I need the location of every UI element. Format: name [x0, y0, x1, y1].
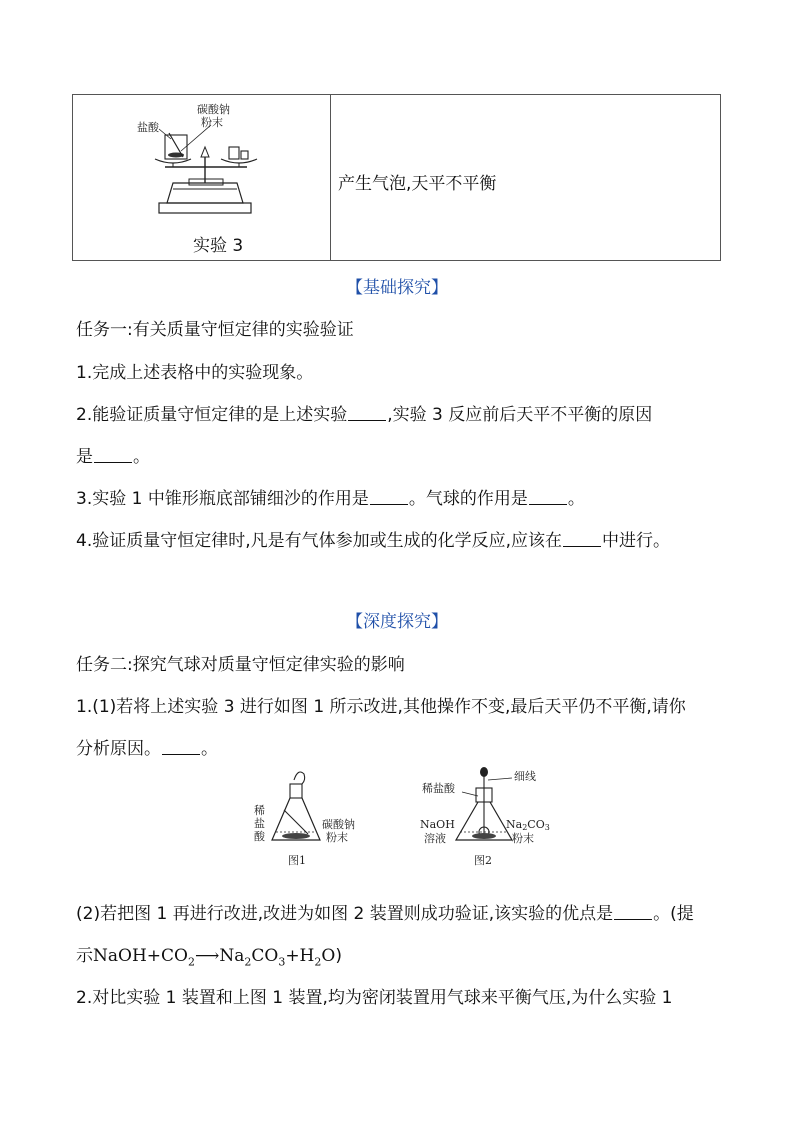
phenomenon-text: 产生气泡,天平不平衡 [338, 174, 497, 194]
fig2-label-br1: Na2CO3 [506, 818, 550, 832]
part-1-line-2 [76, 734, 218, 759]
part-2-line-1 [76, 899, 694, 924]
question-1: 1.完成上述表格中的实验现象。 [76, 363, 314, 383]
fig2-label-bl2: 溶液 [424, 832, 446, 845]
question-3 [76, 484, 585, 509]
fig2-label-top-left: 稀盐酸 [422, 782, 455, 795]
chemical-equation: $NaOH+CO_2⟶Na_2CO_3+H_2O$ [93, 946, 336, 969]
q4-text-a: 4.验证质量守恒定律时,凡是有气体参加或生成的化学反应,应该在 [76, 531, 563, 551]
task-one: 任务一:有关质量守恒定律的实验验证 [76, 320, 354, 340]
task-two: 任务二:探究气球对质量守恒定律实验的影响 [76, 655, 405, 675]
acid-label: 盐酸 [137, 121, 159, 134]
q4-text-b: 中进行。 [602, 531, 671, 551]
p2-text-b: 。(提 [653, 904, 694, 924]
question-4 [76, 526, 670, 551]
p1-text-b: 。 [201, 739, 218, 759]
fig2-label-bl1: NaOH [420, 818, 455, 831]
fig1-label-l1: 稀 [254, 804, 265, 817]
q2-text-b: ,实验 3 反应前后天平不平衡的原因 [387, 405, 653, 425]
section-title-basic: 【基础探究】 [346, 278, 448, 298]
p1-text-a: 分析原因。 [76, 739, 161, 759]
fig2-label-br2: 粉末 [512, 832, 534, 845]
figures-1-2 [250, 766, 560, 874]
answer-blank[interactable] [348, 406, 386, 421]
question-2-line-2 [76, 442, 150, 467]
powder-label-2: 粉末 [201, 116, 223, 129]
powder-label-1: 碳酸钠 [197, 103, 230, 116]
fig1-caption: 图1 [288, 854, 306, 867]
experiment-caption: 实验 3 [193, 236, 244, 256]
q2-text-d: 。 [133, 447, 150, 467]
fig2-caption: 图2 [474, 854, 492, 867]
balance-illustration [129, 99, 279, 219]
table-divider [330, 95, 331, 260]
figure-2-flask [456, 767, 512, 840]
fig1-label-l2: 盐 [254, 817, 265, 830]
p2-prefix: 示 [76, 946, 93, 966]
q3-text-c: 。 [567, 489, 585, 509]
figure-1-flask [272, 772, 320, 840]
answer-blank[interactable] [94, 448, 132, 463]
answer-blank[interactable] [370, 490, 408, 505]
part-1-line-1: 1.(1)若将上述实验 3 进行如图 1 所示改进,其他操作不变,最后天平仍不平衡,请你 [76, 697, 686, 717]
q2-text-c: 是 [76, 447, 93, 467]
fig1-label-r2: 粉末 [326, 831, 348, 844]
section-title-deep: 【深度探究】 [346, 612, 448, 632]
q3-text-a: 3.实验 1 中锥形瓶底部铺细沙的作用是 [76, 489, 369, 509]
fig1-label-l3: 酸 [254, 830, 265, 843]
fig1-label-r1: 碳酸钠 [322, 818, 355, 831]
answer-blank[interactable] [529, 490, 567, 505]
answer-blank[interactable] [614, 905, 652, 920]
question-2-line-1 [76, 400, 652, 425]
q3-text-b: 。气球的作用是 [408, 489, 528, 509]
fig2-label-top-right: 细线 [514, 770, 536, 783]
p2-suffix: ) [335, 946, 342, 966]
q2-text-a: 2.能验证质量守恒定律的是上述实验 [76, 405, 348, 425]
p2-text-a: (2)若把图 1 再进行改进,改进为如图 2 装置则成功验证,该实验的优点是 [76, 904, 614, 924]
answer-blank[interactable] [563, 532, 601, 547]
part-2-line-2 [76, 941, 342, 968]
question-2-2: 2.对比实验 1 装置和上图 1 装置,均为密闭装置用气球来平衡气压,为什么实验 1 [76, 988, 673, 1008]
answer-blank[interactable] [162, 740, 200, 755]
experiment-table [72, 94, 721, 261]
